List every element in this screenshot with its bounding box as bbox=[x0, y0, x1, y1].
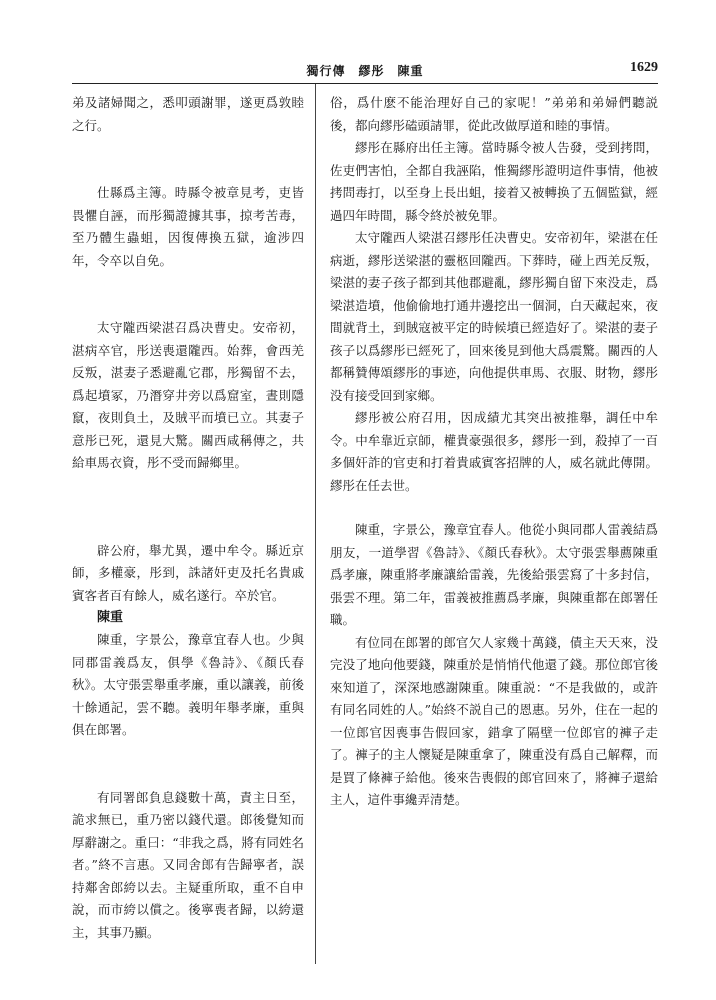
right-paragraph-1: 俗，爲什麽不能治理好自己的家呢！”弟弟和弟婦們聽説後，都向繆彤磕頭請罪，從此改做厚道和睦的事情。 bbox=[330, 95, 658, 133]
left-paragraph-1: 弟及諸婦聞之，悉叩頭謝罪，遂更爲敦睦之行。 bbox=[72, 95, 304, 133]
running-title: 獨行傳 繆彤 陳重 bbox=[306, 64, 424, 78]
right-paragraph-2: 繆彤在縣府出任主簿。當時縣令被人告發，受到拷問，佐吏們害怕，全都自我誣陷，惟獨繆彤證明這件事情，他被拷問毒打，以至身上長出蛆，接着又被轉换了五個監獄，經過四年時間，縣令終於被免罪。 bbox=[330, 140, 658, 223]
right-column-translation bbox=[330, 92, 658, 812]
left-paragraph-4: 辟公府，舉尤異，遷中牟令。縣近京師，多權豪，彤到，誅諸奸吏及托名貴戚賓客者百有餘人，威名遂行。卒於官。 bbox=[72, 542, 304, 603]
page-number: 1629 bbox=[630, 60, 658, 75]
page-header bbox=[72, 60, 658, 82]
right-paragraph-3: 太守隴西人梁湛召繆彤任决曹史。安帝初年，梁湛在任病逝，繆彤送梁湛的靈柩回隴西。下葬時，碰上西羌反叛，梁湛的妻子孩子都到其他郡避亂，繆彤獨自留下來没走，爲梁湛造墳，他偷偷地打通井邊挖出一個洞，白天藏起來，夜間就背土，到賊寇被平定的時候墳已經造好了。梁湛的妻子孩子以爲繆彤已經死了，回來後見到他大爲震驚。關西的人都稱贊傳頌繆彤的事迹，向他提供車馬、衣服、財物，繆彤没有接受回到家鄉。 bbox=[330, 230, 658, 403]
left-paragraph-3: 太守隴西梁湛召爲决曹史。安帝初，湛病卒官，彤送喪還隴西。始葬，會西羌反叛，湛妻子悉避亂它郡，彤獨留不去，爲起墳冢，乃潛穿井旁以爲窟室，晝則隱竄，夜則負土，及賊平而墳已立。其妻子意彤已死，還見大驚。關西咸稱傳之，共給車馬衣資，彤不受而歸鄉里。 bbox=[72, 320, 304, 470]
column-divider bbox=[315, 84, 316, 964]
left-column-classical-text bbox=[72, 92, 304, 944]
right-paragraph-6: 有位同在郎署的郎官欠人家幾十萬錢，債主天天來，没完没了地向他要錢，陳重於是悄悄代他還了錢。那位郎官後來知道了，深深地感謝陳重。陳重説：“不是我做的，或許有同名同姓的人。”始終不説自己的恩惠。另外，住在一起的一位郎官因喪事告假回家，錯拿了隔壁一位郎官的褲子走了。褲子的主人懷疑是陳重拿了，陳重没有爲自己解釋，而是買了條褲子給他。後來告喪假的郎官回來了，將褲子還給主人，這件事纔弄清楚。 bbox=[330, 634, 658, 807]
header-rule bbox=[72, 83, 658, 84]
section-heading: 陳重 bbox=[97, 610, 124, 625]
left-paragraph-6: 有同署郎負息錢數十萬，責主日至，詭求無已，重乃密以錢代還。郎後覺知而厚辭謝之。重曰：“非我之爲，將有同姓名者。”終不言惠。又同舍郎有告歸寧者，誤持鄰舍郎絝以去。主疑重所取，重不自申說，而市絝以償之。後寧喪者歸，以絝還主，其事乃顯。 bbox=[72, 789, 304, 940]
left-paragraph-5: 陳重，字景公，豫章宜春人也。少與同郡雷義爲友，俱學《魯詩》、《顏氏春秋》。太守張雲舉重孝廉，重以讓義，前後十餘通記，雲不聽。義明年舉孝廉，重與俱在郎署。 bbox=[72, 632, 304, 737]
right-paragraph-5: 陳重，字景公，豫章宜春人。他從小與同郡人雷義結爲朋友，一道學習《魯詩》、《顏氏春秋》。太守張雲舉薦陳重爲孝廉，陳重將孝廉讓給雷義，先後給張雲寫了十多封信，張雲不理。第二年，雷義被推薦爲孝廉，與陳重都在郎署任職。 bbox=[330, 522, 658, 627]
right-paragraph-4: 繆彤被公府召用，因成績尤其突出被推舉，調任中牟令。中牟靠近京師，權貴豪强很多，繆彤一到，殺掉了一百多個奸詐的官吏和打着貴戚賓客招牌的人，威名就此傳開。繆彤在任去世。 bbox=[330, 410, 658, 493]
left-paragraph-2: 仕縣爲主簿。時縣令被章見考，吏皆畏懼自誣，而彤獨證據其事，掠考苦毒，至乃體生蟲蛆，因復傳換五獄，逾涉四年，令卒以自免。 bbox=[72, 185, 304, 268]
